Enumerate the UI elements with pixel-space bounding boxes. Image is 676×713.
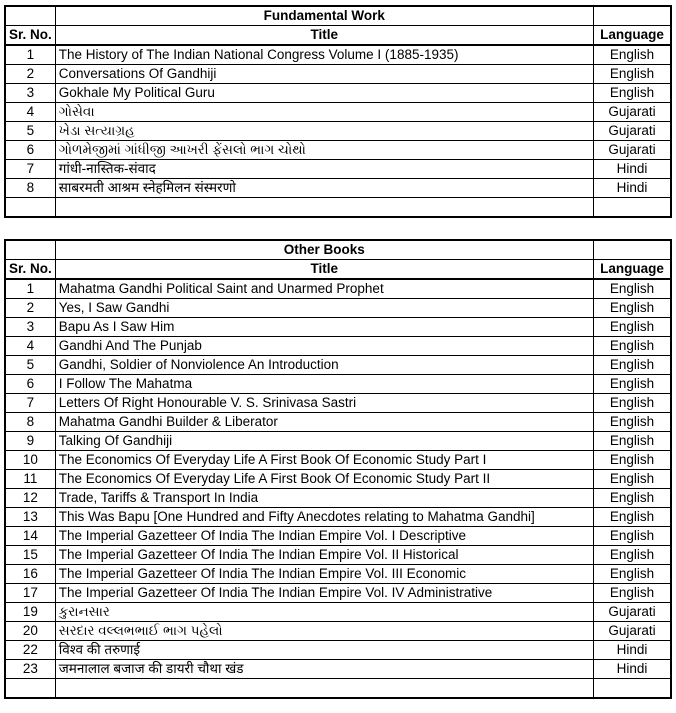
column-header-row <box>5 26 671 46</box>
row-title <box>55 198 593 218</box>
row-sr-no: 4 <box>5 337 55 356</box>
row-language: English <box>593 299 671 318</box>
table-row <box>5 198 671 218</box>
row-title: The Imperial Gazetteer Of India The Indian Empire Vol. I Descriptive <box>55 527 593 546</box>
row-title: સરદાર વલ્લભભાઈ ભાગ પહેલો <box>55 622 593 641</box>
row-language: English <box>593 394 671 413</box>
table-title-row <box>5 6 671 26</box>
row-title: Gandhi, Soldier of Nonviolence An Introduction <box>55 356 593 375</box>
row-title: Letters Of Right Honourable V. S. Srinivasa Sastri <box>55 394 593 413</box>
row-title: Talking Of Gandhiji <box>55 432 593 451</box>
row-language: English <box>593 318 671 337</box>
row-sr-no: 17 <box>5 584 55 603</box>
row-language: English <box>593 337 671 356</box>
table-row <box>5 527 671 546</box>
table-title: Fundamental Work <box>55 6 593 26</box>
row-language: English <box>593 451 671 470</box>
table-row <box>5 413 671 432</box>
column-header-title: Title <box>55 26 593 46</box>
blank-cell <box>5 6 55 26</box>
row-sr-no: 5 <box>5 122 55 141</box>
row-language: English <box>593 84 671 103</box>
row-sr-no: 8 <box>5 179 55 198</box>
row-sr-no: 3 <box>5 84 55 103</box>
row-title: The Imperial Gazetteer Of India The Indian Empire Vol. IV Administrative <box>55 584 593 603</box>
row-language: English <box>593 546 671 565</box>
row-language: English <box>593 413 671 432</box>
column-header-title: Title <box>55 260 593 280</box>
row-title <box>55 679 593 699</box>
table-row <box>5 356 671 375</box>
row-language: English <box>593 470 671 489</box>
table-row <box>5 375 671 394</box>
row-sr-no: 9 <box>5 432 55 451</box>
row-title: This Was Bapu [One Hundred and Fifty Anecdotes relating to Mahatma Gandhi] <box>55 508 593 527</box>
row-language: English <box>593 489 671 508</box>
row-title: ગોળમેજીમાં ગાંધીજી આખરી ફેંસલો ભાગ ચોથો <box>55 141 593 160</box>
table-title-row <box>5 240 671 260</box>
table-row <box>5 451 671 470</box>
table-row <box>5 489 671 508</box>
table-row <box>5 84 671 103</box>
table-row <box>5 603 671 622</box>
row-title: The Economics Of Everyday Life A First Book Of Economic Study Part II <box>55 470 593 489</box>
row-language <box>593 679 671 699</box>
table-row <box>5 103 671 122</box>
table-row <box>5 641 671 660</box>
row-sr-no <box>5 198 55 218</box>
row-sr-no: 8 <box>5 413 55 432</box>
row-language: English <box>593 508 671 527</box>
table-row <box>5 565 671 584</box>
row-sr-no: 14 <box>5 527 55 546</box>
column-header-row <box>5 260 671 280</box>
row-title: Gokhale My Political Guru <box>55 84 593 103</box>
row-sr-no: 4 <box>5 103 55 122</box>
row-title: Conversations Of Gandhiji <box>55 65 593 84</box>
row-sr-no: 19 <box>5 603 55 622</box>
column-header-sr-no: Sr. No. <box>5 260 55 280</box>
table-row <box>5 679 671 699</box>
row-language: Gujarati <box>593 622 671 641</box>
table-row <box>5 337 671 356</box>
row-title: ગોસેવા <box>55 103 593 122</box>
row-sr-no: 6 <box>5 141 55 160</box>
row-title: The Imperial Gazetteer Of India The Indian Empire Vol. II Historical <box>55 546 593 565</box>
row-title: Bapu As I Saw Him <box>55 318 593 337</box>
row-language: Gujarati <box>593 122 671 141</box>
row-sr-no: 3 <box>5 318 55 337</box>
row-language <box>593 198 671 218</box>
column-header-language: Language <box>593 260 671 280</box>
row-language: Gujarati <box>593 141 671 160</box>
row-language: Hindi <box>593 641 671 660</box>
row-sr-no <box>5 679 55 699</box>
row-title: गांधी-नास्तिक-संवाद <box>55 160 593 179</box>
row-sr-no: 13 <box>5 508 55 527</box>
row-sr-no: 5 <box>5 356 55 375</box>
row-language: Hindi <box>593 179 671 198</box>
row-language: English <box>593 279 671 299</box>
row-title: The Economics Of Everyday Life A First Book Of Economic Study Part I <box>55 451 593 470</box>
blank-cell <box>593 6 671 26</box>
row-title: I Follow The Mahatma <box>55 375 593 394</box>
row-title: साबरमती आश्रम स्नेहमिलन संस्मरणो <box>55 179 593 198</box>
row-title: Trade, Tariffs & Transport In India <box>55 489 593 508</box>
table-title: Other Books <box>55 240 593 260</box>
row-language: English <box>593 432 671 451</box>
row-language: Hindi <box>593 160 671 179</box>
blank-cell <box>593 240 671 260</box>
row-sr-no: 2 <box>5 65 55 84</box>
row-language: Gujarati <box>593 603 671 622</box>
table-row <box>5 141 671 160</box>
row-title: Mahatma Gandhi Political Saint and Unarmed Prophet <box>55 279 593 299</box>
row-sr-no: 2 <box>5 299 55 318</box>
row-sr-no: 7 <box>5 160 55 179</box>
column-header-sr-no: Sr. No. <box>5 26 55 46</box>
row-sr-no: 1 <box>5 279 55 299</box>
row-sr-no: 15 <box>5 546 55 565</box>
row-language: English <box>593 375 671 394</box>
table-row <box>5 432 671 451</box>
row-title: विश्व की तरुणाई <box>55 641 593 660</box>
row-title: Mahatma Gandhi Builder & Liberator <box>55 413 593 432</box>
row-sr-no: 12 <box>5 489 55 508</box>
table-row <box>5 45 671 65</box>
row-sr-no: 11 <box>5 470 55 489</box>
row-language: Hindi <box>593 660 671 679</box>
table-row <box>5 122 671 141</box>
table-row <box>5 622 671 641</box>
table-row <box>5 65 671 84</box>
row-language: English <box>593 65 671 84</box>
table-row <box>5 584 671 603</box>
table-row <box>5 279 671 299</box>
other-books-table <box>4 239 672 699</box>
row-sr-no: 16 <box>5 565 55 584</box>
table-row <box>5 508 671 527</box>
row-language: Gujarati <box>593 103 671 122</box>
table-row <box>5 546 671 565</box>
row-sr-no: 10 <box>5 451 55 470</box>
row-title: કુરાનસાર <box>55 603 593 622</box>
blank-cell <box>5 240 55 260</box>
table-row <box>5 394 671 413</box>
row-title: Yes, I Saw Gandhi <box>55 299 593 318</box>
table-row <box>5 470 671 489</box>
row-sr-no: 23 <box>5 660 55 679</box>
row-title: ખેડા સત્યાગ્રહ <box>55 122 593 141</box>
table-row <box>5 660 671 679</box>
row-language: English <box>593 565 671 584</box>
fundamental-work-table <box>4 5 672 218</box>
table-row <box>5 179 671 198</box>
row-language: English <box>593 584 671 603</box>
row-language: English <box>593 356 671 375</box>
row-sr-no: 20 <box>5 622 55 641</box>
row-language: English <box>593 527 671 546</box>
row-sr-no: 6 <box>5 375 55 394</box>
row-title: The Imperial Gazetteer Of India The Indian Empire Vol. III Economic <box>55 565 593 584</box>
row-language: English <box>593 45 671 65</box>
row-sr-no: 1 <box>5 45 55 65</box>
row-title: The History of The Indian National Congress Volume I (1885-1935) <box>55 45 593 65</box>
row-title: Gandhi And The Punjab <box>55 337 593 356</box>
table-row <box>5 318 671 337</box>
table-row <box>5 160 671 179</box>
row-sr-no: 22 <box>5 641 55 660</box>
row-title: जमनालाल बजाज की डायरी चौथा खंड <box>55 660 593 679</box>
row-sr-no: 7 <box>5 394 55 413</box>
column-header-language: Language <box>593 26 671 46</box>
table-row <box>5 299 671 318</box>
